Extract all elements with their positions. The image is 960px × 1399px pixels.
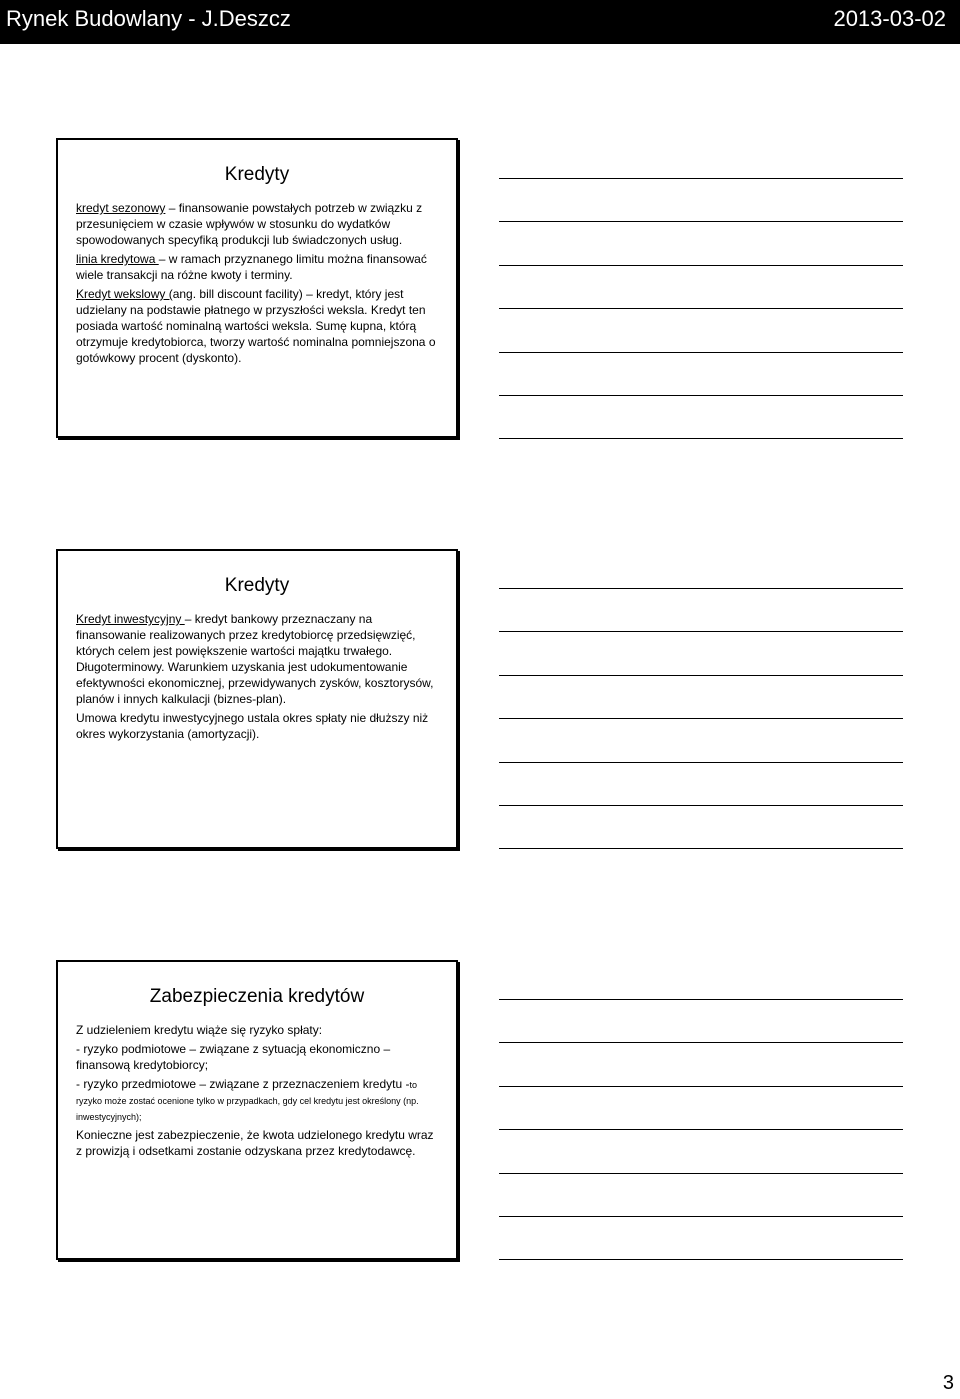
slide-body (58, 200, 456, 366)
note-line (499, 805, 903, 806)
slide-body (58, 1022, 456, 1159)
term: Kredyt wekslowy ( (76, 287, 173, 301)
paragraph-text: ang. bill discount facility) – kredyt, który jest udzielany na podstawie płatnego w przyszłości weksla. Kredyt ten posiada wartość nominalną wartości weksla. Sumę kupna, którą otrzymuje kredytobiorca, tworzy wartość nominalna pomniejszona o gotówkowy procent (dyskonto). (76, 287, 436, 365)
note-line (499, 265, 903, 266)
note-line (499, 718, 903, 719)
note-line (499, 1259, 903, 1260)
paragraph-text: - ryzyko przedmiotowe – związane z przeznaczeniem kredytu - (76, 1077, 410, 1091)
slide-title: Zabezpieczenia kredytów (149, 986, 365, 1007)
slide-title: Kredyty (224, 575, 290, 596)
page-number: 3 (942, 1372, 954, 1394)
paragraph: Z udzieleniem kredytu wiąże się ryzyko spłaty: (76, 1023, 323, 1037)
note-line (499, 631, 903, 632)
note-line (499, 1042, 903, 1043)
note-line (499, 352, 903, 353)
paragraph-text: – w ramach przyznanego limitu można finansować wiele transakcji na różne kwoty i terminy. (76, 252, 427, 282)
paragraph-text: – kredyt bankowy przeznaczany na finansowanie realizowanych przez kredytobiorcę przedsięwzięć, których celem jest powiększenie wartości majątku trwałego. Długoterminowy. Warunkiem uzyskania jest udokumentowanie efektywności ekonomicznej, przewidywanych zysków, kosztorysów, planów i innych kalkulacji (biznes-plan). (76, 612, 434, 706)
slide-body (58, 611, 456, 742)
page-header (0, 0, 960, 44)
paragraph (76, 611, 438, 707)
paragraph (76, 200, 438, 248)
term: kredyt sezonowy (76, 201, 166, 215)
note-line (499, 308, 903, 309)
note-line (499, 999, 903, 1000)
note-line (499, 178, 903, 179)
paragraph-note: to ryzyko może zostać ocenione tylko w przypadkach, gdy cel kredytu jest określony (np. inwestycyjnych); (76, 1080, 419, 1122)
note-line (499, 762, 903, 763)
term: linia kredytowa (76, 252, 159, 266)
slide-3 (56, 960, 458, 1260)
note-line (499, 1129, 903, 1130)
paragraph-text: – finansowanie powstałych potrzeb w związku z przesunięciem w czasie wpływów w stosunku do wydatków spowodowanych specyfiką produkcji lub świadczonych usług. (76, 201, 423, 247)
note-line (499, 675, 903, 676)
note-line (499, 1173, 903, 1174)
note-line (499, 848, 903, 849)
paragraph (76, 286, 438, 366)
note-line (499, 221, 903, 222)
paragraph (76, 1076, 438, 1124)
slide-2 (56, 549, 458, 849)
paragraph: Umowa kredytu inwestycyjnego ustala okres spłaty nie dłuższy niż okres wykorzystania (amortyzacji). (76, 711, 429, 741)
note-line (499, 1086, 903, 1087)
note-line (499, 588, 903, 589)
document-date: 2013-03-02 (833, 6, 946, 31)
note-line (499, 438, 903, 439)
paragraph (76, 251, 438, 283)
slide-title: Kredyty (224, 164, 290, 185)
term: Kredyt inwestycyjny (76, 612, 185, 626)
slide-1 (56, 138, 458, 438)
paragraph: Konieczne jest zabezpieczenie, że kwota udzielonego kredytu wraz z prowizją i odsetkami zostanie odzyskana przez kredytodawcę. (76, 1128, 434, 1158)
note-line (499, 1216, 903, 1217)
paragraph: - ryzyko podmiotowe – związane z sytuacją ekonomiczno – finansową kredytobiorcy; (76, 1042, 391, 1072)
note-line (499, 395, 903, 396)
document-title: Rynek Budowlany - J.Deszcz (6, 6, 291, 31)
